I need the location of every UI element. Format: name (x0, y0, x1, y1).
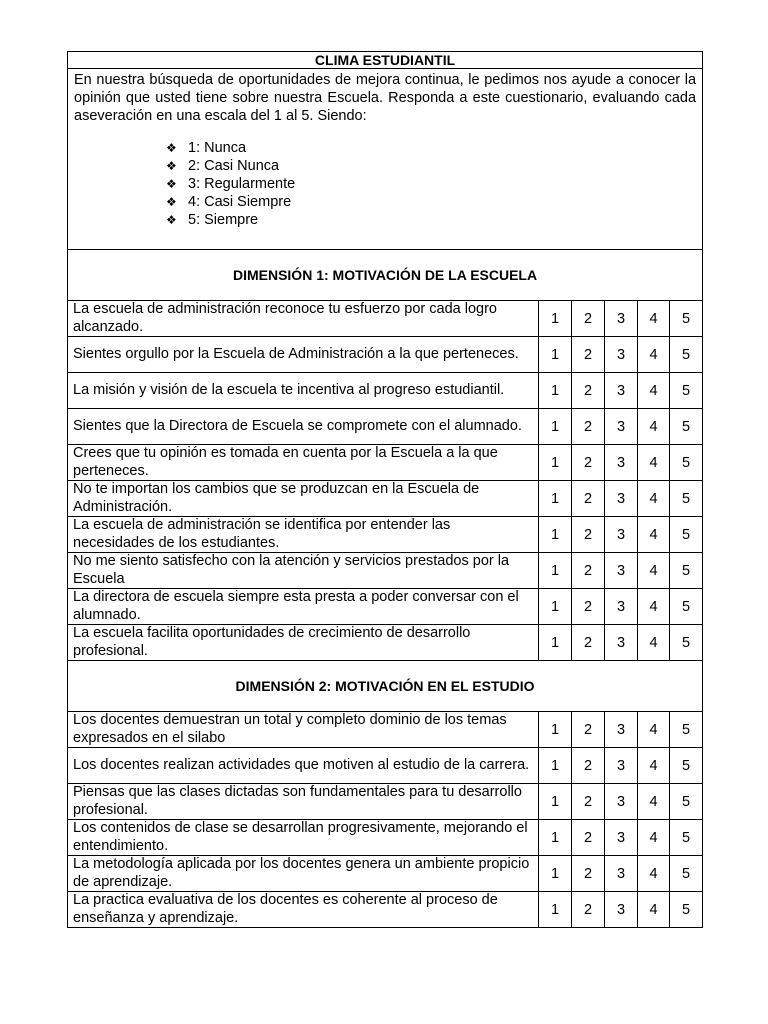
diamond-bullet-icon: ❖ (166, 159, 177, 173)
rating-option-2[interactable]: 2 (572, 625, 605, 661)
question-text: Sientes orgullo por la Escuela de Administración a la que perteneces. (68, 337, 539, 373)
question-text: No me siento satisfecho con la atención y servicios prestados por la Escuela (68, 553, 539, 589)
survey-title: CLIMA ESTUDIANTIL (68, 52, 703, 69)
title-row (68, 52, 703, 69)
rating-option-1[interactable]: 1 (539, 856, 572, 892)
rating-option-1[interactable]: 1 (539, 820, 572, 856)
rating-option-1[interactable]: 1 (539, 481, 572, 517)
rating-option-4[interactable]: 4 (638, 856, 670, 892)
question-row (68, 820, 703, 856)
diamond-bullet-icon: ❖ (166, 141, 177, 155)
diamond-bullet-icon: ❖ (166, 195, 177, 209)
rating-option-1[interactable]: 1 (539, 373, 572, 409)
scale-label: 2: Casi Nunca (188, 158, 280, 174)
rating-option-4[interactable]: 4 (638, 373, 670, 409)
question-row (68, 553, 703, 589)
intro-cell (68, 69, 703, 250)
rating-option-2[interactable]: 2 (572, 409, 605, 445)
rating-option-5[interactable]: 5 (670, 553, 703, 589)
question-row (68, 337, 703, 373)
rating-option-5[interactable]: 5 (670, 301, 703, 337)
question-text: La escuela facilita oportunidades de crecimiento de desarrollo profesional. (68, 625, 539, 661)
rating-option-4[interactable]: 4 (638, 748, 670, 784)
scale-label: 5: Siempre (188, 212, 259, 228)
rating-option-3[interactable]: 3 (605, 301, 638, 337)
question-text: La metodología aplicada por los docentes genera un ambiente propicio de aprendizaje. (68, 856, 539, 892)
rating-option-5[interactable]: 5 (670, 373, 703, 409)
rating-option-5[interactable]: 5 (670, 409, 703, 445)
question-text: La misión y visión de la escuela te incentiva al progreso estudiantil. (68, 373, 539, 409)
rating-option-1[interactable]: 1 (539, 409, 572, 445)
rating-option-2[interactable]: 2 (572, 301, 605, 337)
question-text: La escuela de administración reconoce tu esfuerzo por cada logro alcanzado. (68, 301, 539, 337)
rating-option-4[interactable]: 4 (638, 553, 670, 589)
rating-option-4[interactable]: 4 (638, 892, 670, 928)
rating-option-3[interactable]: 3 (605, 373, 638, 409)
rating-option-4[interactable]: 4 (638, 409, 670, 445)
scale-item (166, 211, 702, 229)
rating-option-2[interactable]: 2 (572, 553, 605, 589)
intro-row (68, 69, 703, 250)
scale-label: 3: Regularmente (188, 176, 296, 192)
question-text: Sientes que la Directora de Escuela se compromete con el alumnado. (68, 409, 539, 445)
rating-option-5[interactable]: 5 (670, 892, 703, 928)
rating-option-2[interactable]: 2 (572, 373, 605, 409)
question-row (68, 712, 703, 748)
diamond-bullet-icon: ❖ (166, 177, 177, 191)
rating-option-1[interactable]: 1 (539, 892, 572, 928)
rating-option-5[interactable]: 5 (670, 820, 703, 856)
rating-option-4[interactable]: 4 (638, 820, 670, 856)
question-text: Los contenidos de clase se desarrollan progresivamente, mejorando el entendimiento. (68, 820, 539, 856)
scale-label: 1: Nunca (188, 140, 247, 156)
question-text: Los docentes realizan actividades que motiven al estudio de la carrera. (68, 748, 539, 784)
rating-option-3[interactable]: 3 (605, 445, 638, 481)
rating-option-1[interactable]: 1 (539, 301, 572, 337)
question-text: La practica evaluativa de los docentes es coherente al proceso de enseñanza y aprendizaje. (68, 892, 539, 928)
question-text: No te importan los cambios que se produzcan en la Escuela de Administración. (68, 481, 539, 517)
survey-table (67, 51, 703, 928)
question-row (68, 301, 703, 337)
intro-text: En nuestra búsqueda de oportunidades de mejora continua, le pedimos nos ayude a conocer la opinión que usted tiene sobre nuestra Escuela. Responda a este cuestionario, evaluando cada aseveración en una escala del 1 al 5. Siendo: (74, 72, 697, 124)
rating-option-5[interactable]: 5 (670, 589, 703, 625)
scale-item (166, 193, 702, 211)
question-row (68, 409, 703, 445)
rating-option-4[interactable]: 4 (638, 337, 670, 373)
question-text: La directora de escuela siempre esta presta a poder conversar con el alumnado. (68, 589, 539, 625)
question-row (68, 373, 703, 409)
rating-option-4[interactable]: 4 (638, 517, 670, 553)
rating-option-1[interactable]: 1 (539, 712, 572, 748)
rating-option-4[interactable]: 4 (638, 445, 670, 481)
rating-option-3[interactable]: 3 (605, 553, 638, 589)
rating-option-5[interactable]: 5 (670, 517, 703, 553)
rating-option-1[interactable]: 1 (539, 445, 572, 481)
rating-option-2[interactable]: 2 (572, 517, 605, 553)
dimension-header-row (68, 661, 703, 712)
rating-option-2[interactable]: 2 (572, 820, 605, 856)
question-row (68, 481, 703, 517)
scale-item (166, 139, 702, 157)
rating-option-2[interactable]: 2 (572, 481, 605, 517)
question-row (68, 625, 703, 661)
rating-option-2[interactable]: 2 (572, 892, 605, 928)
rating-option-3[interactable]: 3 (605, 712, 638, 748)
rating-option-3[interactable]: 3 (605, 481, 638, 517)
dimension-header-row (68, 250, 703, 301)
question-text: Crees que tu opinión es tomada en cuenta por la Escuela a la que perteneces. (68, 445, 539, 481)
question-text: Piensas que las clases dictadas son fundamentales para tu desarrollo profesional. (68, 784, 539, 820)
rating-option-2[interactable]: 2 (572, 784, 605, 820)
scale-item (166, 175, 702, 193)
rating-option-5[interactable]: 5 (670, 337, 703, 373)
rating-option-1[interactable]: 1 (539, 589, 572, 625)
rating-option-1[interactable]: 1 (539, 625, 572, 661)
rating-option-4[interactable]: 4 (638, 481, 670, 517)
rating-option-5[interactable]: 5 (670, 625, 703, 661)
question-row (68, 784, 703, 820)
rating-option-3[interactable]: 3 (605, 625, 638, 661)
rating-option-1[interactable]: 1 (539, 748, 572, 784)
rating-option-3[interactable]: 3 (605, 337, 638, 373)
rating-option-3[interactable]: 3 (605, 820, 638, 856)
rating-option-4[interactable]: 4 (638, 625, 670, 661)
survey-sheet (67, 51, 702, 928)
rating-option-5[interactable]: 5 (670, 748, 703, 784)
rating-option-3[interactable]: 3 (605, 784, 638, 820)
rating-option-2[interactable]: 2 (572, 712, 605, 748)
question-row (68, 589, 703, 625)
question-row (68, 856, 703, 892)
question-row (68, 892, 703, 928)
rating-option-4[interactable]: 4 (638, 712, 670, 748)
rating-option-4[interactable]: 4 (638, 784, 670, 820)
rating-option-2[interactable]: 2 (572, 856, 605, 892)
rating-option-5[interactable]: 5 (670, 856, 703, 892)
rating-option-5[interactable]: 5 (670, 784, 703, 820)
rating-option-5[interactable]: 5 (670, 712, 703, 748)
question-row (68, 517, 703, 553)
rating-option-3[interactable]: 3 (605, 589, 638, 625)
rating-option-3[interactable]: 3 (605, 409, 638, 445)
scale-item (166, 157, 702, 175)
rating-option-3[interactable]: 3 (605, 856, 638, 892)
rating-option-3[interactable]: 3 (605, 892, 638, 928)
rating-option-3[interactable]: 3 (605, 517, 638, 553)
question-row (68, 748, 703, 784)
rating-option-1[interactable]: 1 (539, 784, 572, 820)
rating-option-2[interactable]: 2 (572, 445, 605, 481)
dimension-title: DIMENSIÓN 1: MOTIVACIÓN DE LA ESCUELA (68, 250, 703, 301)
question-text: Los docentes demuestran un total y completo dominio de los temas expresados en el silabo (68, 712, 539, 748)
rating-option-5[interactable]: 5 (670, 481, 703, 517)
rating-option-5[interactable]: 5 (670, 445, 703, 481)
question-row (68, 445, 703, 481)
rating-option-2[interactable]: 2 (572, 589, 605, 625)
dimension-title: DIMENSIÓN 2: MOTIVACIÓN EN EL ESTUDIO (68, 661, 703, 712)
rating-option-4[interactable]: 4 (638, 589, 670, 625)
rating-option-2[interactable]: 2 (572, 337, 605, 373)
rating-option-4[interactable]: 4 (638, 301, 670, 337)
scale-label: 4: Casi Siempre (188, 194, 292, 210)
rating-option-1[interactable]: 1 (539, 517, 572, 553)
scale-legend (166, 139, 702, 229)
rating-option-1[interactable]: 1 (539, 553, 572, 589)
rating-option-2[interactable]: 2 (572, 748, 605, 784)
rating-option-1[interactable]: 1 (539, 337, 572, 373)
question-text: La escuela de administración se identifica por entender las necesidades de los estudiantes. (68, 517, 539, 553)
rating-option-3[interactable]: 3 (605, 748, 638, 784)
diamond-bullet-icon: ❖ (166, 213, 177, 227)
